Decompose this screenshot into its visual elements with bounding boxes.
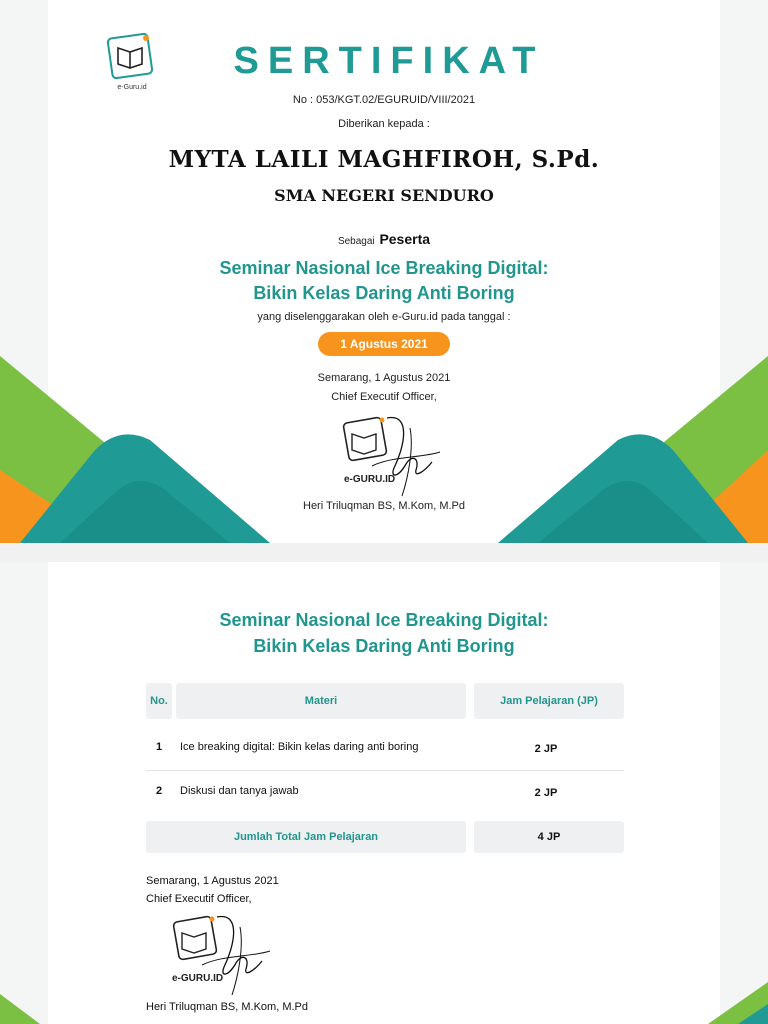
place-date: Semarang, 1 Agustus 2021 xyxy=(146,875,279,887)
signature-stamp xyxy=(162,907,272,997)
right-edge-panel xyxy=(720,562,768,1024)
row-2-jp: 2 JP xyxy=(534,787,558,799)
total-label: Jumlah Total Jam Pelajaran xyxy=(146,821,466,853)
certificate-title: SERTIFIKAT xyxy=(233,40,545,82)
event-date-badge: 1 Agustus 2021 xyxy=(318,332,450,356)
organized-by-text: yang diselenggarakan oleh e-Guru.id pada tanggal : xyxy=(257,311,511,323)
row-1-jp: 2 JP xyxy=(534,743,558,755)
row-1-no: 1 xyxy=(156,741,163,753)
stamp-text: e-GURU.ID xyxy=(172,973,224,984)
certificate-back-page xyxy=(0,562,768,1024)
event-title-line-2: Bikin Kelas Daring Anti Boring xyxy=(253,283,515,303)
signer-name: Heri Triluqman BS, M.Kom, M.Pd xyxy=(146,1001,308,1013)
header-no: No. xyxy=(146,683,172,719)
row-2-materi: Diskusi dan tanya jawab xyxy=(180,785,299,797)
recipient-name: MYTA LAILI MAGHFIROH, S.Pd. xyxy=(168,146,600,173)
header-jp: Jam Pelajaran (JP) xyxy=(474,683,624,719)
bottom-right-decoration xyxy=(708,982,768,1024)
left-corner-decoration xyxy=(0,340,270,543)
role-value: Peserta xyxy=(379,231,431,247)
stamp-text: e-GURU.ID xyxy=(344,474,396,485)
right-corner-decoration xyxy=(498,340,768,543)
signer-position: Chief Executif Officer, xyxy=(146,893,252,905)
given-to-label: Diberikan kepada : xyxy=(338,118,430,130)
left-edge-panel xyxy=(0,562,48,1024)
certificate-number: No : 053/KGT.02/EGURUID/VIII/2021 xyxy=(292,94,476,106)
header-materi: Materi xyxy=(176,683,466,719)
signer-position: Chief Executif Officer, xyxy=(331,391,437,403)
row-2-no: 2 xyxy=(156,785,163,797)
signature-stamp xyxy=(332,408,442,498)
recipient-school: SMA NEGERI SENDURO xyxy=(274,186,494,205)
place-date: Semarang, 1 Agustus 2021 xyxy=(317,372,451,384)
row-1-materi: Ice breaking digital: Bikin kelas daring anti boring xyxy=(180,741,419,753)
logo-caption: e-Guru.id xyxy=(117,84,147,91)
event-title-line-2: Bikin Kelas Daring Anti Boring xyxy=(253,636,515,656)
row-divider xyxy=(146,770,624,771)
page-gap xyxy=(0,543,768,562)
event-title-line-1: Seminar Nasional Ice Breaking Digital: xyxy=(219,610,549,630)
role-line xyxy=(0,231,768,247)
signer-name: Heri Triluqman BS, M.Kom, M.Pd xyxy=(303,500,465,512)
event-title-line-1: Seminar Nasional Ice Breaking Digital: xyxy=(219,258,549,278)
total-value: 4 JP xyxy=(474,821,624,853)
bottom-left-decoration xyxy=(0,994,40,1024)
as-label: Sebagai xyxy=(337,236,375,247)
